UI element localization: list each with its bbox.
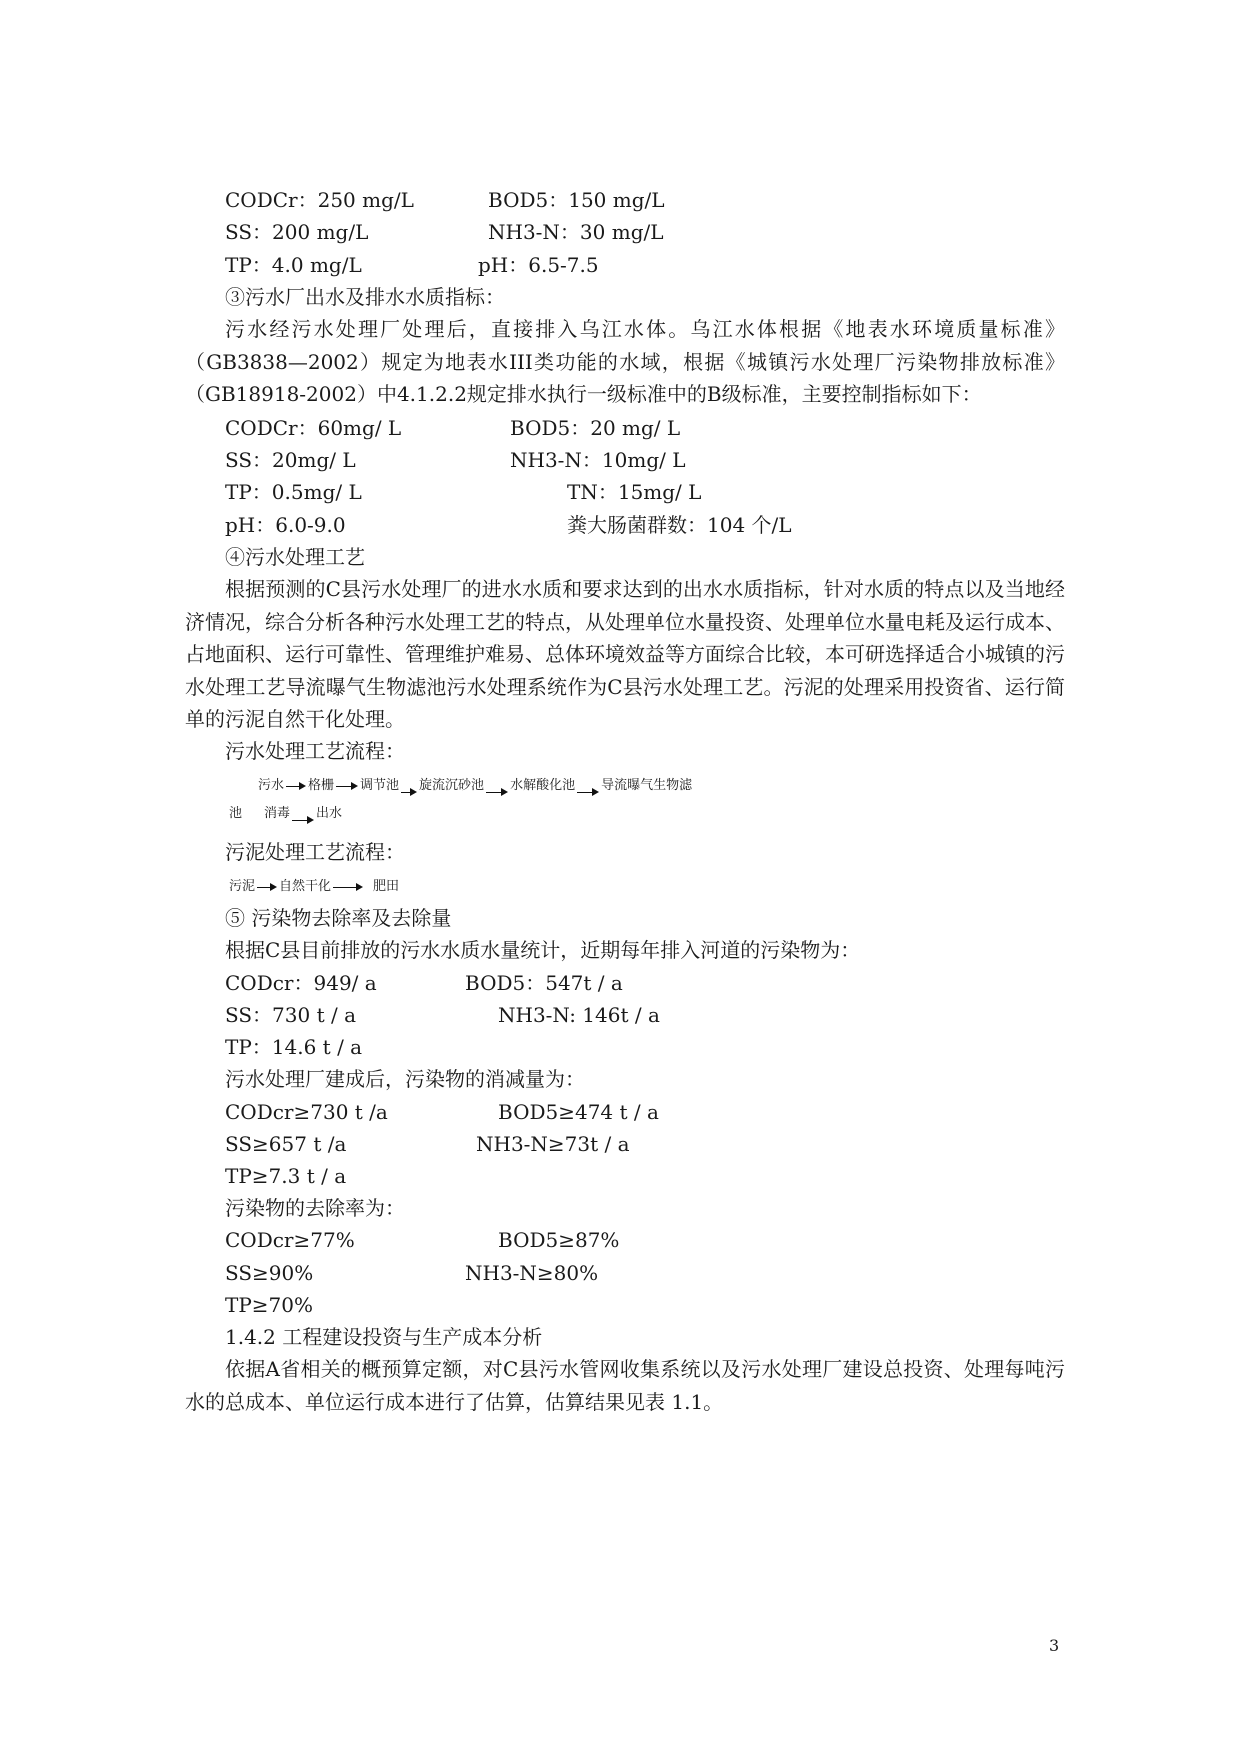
flow-arrow [401,787,417,797]
removal-title: 污染物的去除率为： [225,1196,405,1220]
sludge-flow-title: 污泥处理工艺流程： [225,840,405,864]
reduction-title: 污水处理厂建成后，污染物的消减量为： [225,1067,585,1091]
reduction-tp: TP≥7.3 t / a [225,1164,347,1188]
section-heading-1-4-2: 1.4.2 工程建设投资与生产成本分析 [225,1325,543,1349]
removal-ss: SS≥90% [225,1261,314,1285]
removal-codcr: CODcr≥77% [225,1228,355,1252]
flow-step: 旋流沉砂池 [419,778,485,793]
flow-step: 自然干化 [279,879,332,894]
paragraph-process: 根据预测的C县污水处理厂的进水水质和要求达到的出水水质指标，针对水质的特点以及当地经济情况，综合分析各种污水处理工艺的特点，从处理单位水量投资、处理单位水量电耗及运行成本、占地面积、运行可靠性、管理维护难易、总体环境效益等方面综合比较，本可研选择适合小城镇的污水处理工艺导流曝气生物滤池污水处理系统作为C县污水处理工艺。污泥的处理采用投资省、运行简单的污泥自然干化处理。 [185,577,1065,731]
load-codcr: CODcr：949/ a [225,971,377,995]
flow-step: 池 [229,806,243,821]
effluent-tp: TP：0.5mg/ L [225,480,362,504]
removal-bod5: BOD5≥87% [498,1228,620,1252]
load-nh3n: NH3-N: 146t / a [498,1003,660,1027]
flow-step: 污水 [258,778,285,793]
flow-arrow [286,781,306,791]
sewage-flow-row-2 [229,804,342,824]
sewage-flow-row-1 [258,776,692,796]
flow-step: 导流曝气生物滤 [601,778,693,793]
paragraph-investment: 依据A省相关的概预算定额，对C县污水管网收集系统以及污水处理厂建设总投资、处理每吨污水的总成本、单位运行成本进行了估算，估算结果见表 1.1。 [185,1357,1065,1414]
heading-removal: ⑤ 污染物去除率及去除量 [225,906,452,930]
effluent-coliform: 粪大肠菌群数：104 个/L [567,513,792,537]
flow-arrow [257,882,277,892]
flow-step: 出水 [316,806,343,821]
reduction-codcr: CODcr≥730 t /a [225,1100,388,1124]
effluent-codcr: CODCr：60mg/ L [225,416,402,440]
removal-nh3n: NH3-N≥80% [465,1261,599,1285]
influent-bod5: BOD5：150 mg/L [488,188,665,212]
sewage-flow-title: 污水处理工艺流程： [225,739,405,763]
flow-step: 污泥 [229,879,256,894]
influent-ph: pH：6.5-7.5 [478,253,599,277]
influent-nh3n: NH3-N：30 mg/L [488,220,664,244]
page-number: 3 [1049,1636,1060,1655]
effluent-nh3n: NH3-N：10mg/ L [510,448,686,472]
flow-arrow [486,787,508,797]
heading-effluent-standards: ③污水厂出水及排水水质指标： [225,285,505,309]
reduction-bod5: BOD5≥474 t / a [498,1100,659,1124]
load-bod5: BOD5：547t / a [465,971,623,995]
influent-ss: SS：200 mg/L [225,220,369,244]
effluent-ph: pH：6.0-9.0 [225,513,346,537]
flow-step: 格栅 [308,778,335,793]
flow-step: 水解酸化池 [510,778,576,793]
flow-step: 肥田 [373,879,400,894]
paragraph-current-load: 根据C县目前排放的污水水质水量统计，近期每年排入河道的污染物为： [225,938,861,962]
load-ss: SS：730 t / a [225,1003,356,1027]
removal-tp: TP≥70% [225,1293,314,1317]
flow-arrow [292,815,314,825]
influent-tp: TP：4.0 mg/L [225,253,362,277]
reduction-ss: SS≥657 t /a [225,1132,347,1156]
effluent-tn: TN：15mg/ L [567,480,702,504]
effluent-ss: SS：20mg/ L [225,448,356,472]
flow-arrow [333,882,363,892]
sludge-flow-row [229,877,399,897]
flow-step: 消毒 [264,806,291,821]
reduction-nh3n: NH3-N≥73t / a [476,1132,630,1156]
flow-arrow [336,781,358,791]
effluent-bod5: BOD5：20 mg/ L [510,416,681,440]
load-tp: TP：14.6 t / a [225,1035,363,1059]
influent-codcr: CODCr：250 mg/L [225,188,414,212]
flow-step: 调节池 [360,778,400,793]
heading-process: ④污水处理工艺 [225,545,365,569]
paragraph-discharge: 污水经污水处理厂处理后，直接排入乌江水体。乌江水体根据《地表水环境质量标准》（GB3838—2002）规定为地表水III类功能的水域，根据《城镇污水处理厂污染物排放标准》（GB18918-2002）中4.1.2.2规定排水执行一级标准中的B级标准，主要控制指标如下： [185,317,1065,406]
flow-arrow [577,787,599,797]
